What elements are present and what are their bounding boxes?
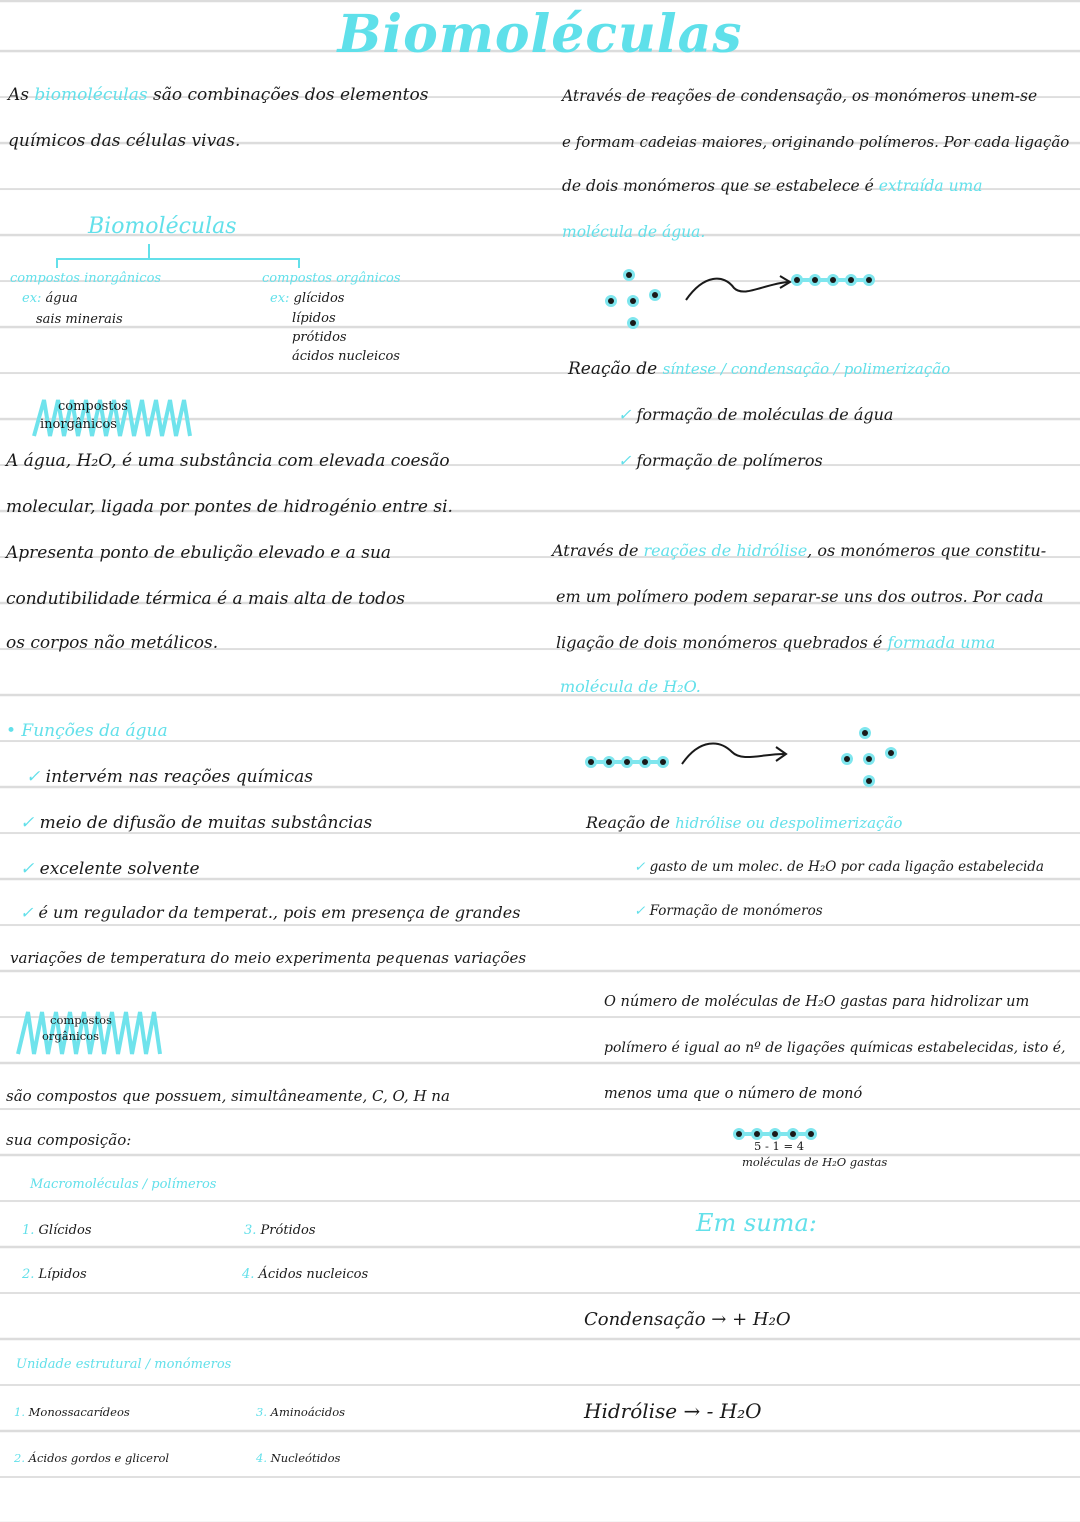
inorganic-heading-2: inorgânicos: [40, 417, 117, 432]
check-icon: ✓: [20, 903, 34, 922]
organic-heading-1: compostos: [50, 1013, 112, 1027]
monomer-dot: [866, 778, 872, 784]
diagram-right-head: compostos orgânicos: [262, 271, 401, 286]
check-icon: ✓: [634, 903, 646, 919]
count-line-1: O número de moléculas de H₂O gastas para hidrolizar um: [604, 994, 1030, 1010]
check-icon: ✓: [26, 767, 41, 787]
polymer-dot: [588, 759, 594, 765]
macro-item-4: 4. Ácidos nucleicos: [242, 1267, 369, 1282]
functions-heading: • Funções da água: [6, 721, 168, 741]
check-icon: ✓: [20, 859, 35, 879]
intro-line-1: As biomoléculas são combinações dos elementos: [8, 85, 429, 105]
macro-item-2: 2. Lípidos: [22, 1267, 87, 1282]
check-icon: ✓: [20, 813, 35, 833]
organic-heading-2: orgânicos: [42, 1029, 99, 1043]
hydrolysis-line-3: ligação de dois monómeros quebrados é formada uma: [556, 633, 996, 652]
macro-heading: Macromoléculas / polímeros: [30, 1177, 217, 1192]
unit-item-2: 2. Ácidos gordos e glicerol: [14, 1451, 170, 1465]
count-line-2: polímero é igual ao nº de ligações químicas estabelecidas, isto é,: [604, 1040, 1066, 1056]
polymer-dot: [794, 277, 800, 283]
polymer-dot: [624, 759, 630, 765]
polymer-dot: [772, 1131, 778, 1137]
check-icon: ✓: [618, 405, 632, 424]
polymer-dot: [606, 759, 612, 765]
polymer-dot: [848, 277, 854, 283]
unit-heading: Unidade estrutural / monómeros: [16, 1357, 232, 1372]
arrow-icon: [684, 272, 794, 304]
macro-item-1: 1. Glícidos: [22, 1223, 92, 1238]
diagram-left-item-1: ex: água: [22, 291, 78, 306]
synthesis-check-2: ✓ formação de polímeros: [618, 451, 823, 470]
polymer-dot: [736, 1131, 742, 1137]
summary-heading: Em suma:: [696, 1209, 817, 1237]
hydrolysis-line-4: molécula de H₂O.: [560, 677, 701, 696]
polymer-dot: [812, 277, 818, 283]
cond-line-2: e formam cadeias maiores, originando polímeros. Por cada ligação: [562, 133, 1070, 151]
cond-line-3: de dois monómeros que se estabelece é extraída uma: [562, 177, 983, 195]
diagram-stem: [148, 244, 150, 258]
monomer-dot: [630, 298, 636, 304]
polymer-dot: [830, 277, 836, 283]
hydrolysis-check-2: ✓ Formação de monómeros: [634, 903, 823, 919]
unit-item-1: 1. Monossacarídeos: [14, 1405, 130, 1419]
diagram-right-item-1: ex: glícidos: [270, 291, 345, 306]
function-item-4-cont: variações de temperatura do meio experimenta pequenas variações: [10, 949, 527, 967]
polymer-dot: [866, 277, 872, 283]
synthesis-check-1: ✓ formação de moléculas de água: [618, 405, 894, 424]
hydrolysis-check-1: ✓ gasto de um molec. de H₂O por cada ligação estabelecida: [634, 859, 1044, 875]
summary-hydrolysis: Hidrólise → - H₂O: [584, 1399, 762, 1423]
page-title: Biomoléculas: [337, 4, 743, 65]
monomer-dot: [866, 756, 872, 762]
water-line-2: molecular, ligada por pontes de hidrogénio entre si.: [6, 497, 453, 517]
macro-item-3: 3. Prótidos: [244, 1223, 316, 1238]
inorganic-heading-1: compostos: [58, 399, 128, 414]
hydrolysis-line-1: Através de reações de hidrólise, os monómeros que constitu-: [552, 541, 1047, 560]
polymer-dot: [790, 1131, 796, 1137]
polymer-dot: [754, 1131, 760, 1137]
organic-line-2: sua composição:: [6, 1131, 132, 1149]
organic-line-1: são compostos que possuem, simultâneamente, C, O, H na: [6, 1087, 450, 1105]
unit-item-3: 3. Aminoácidos: [256, 1405, 346, 1419]
monomer-dot: [652, 292, 658, 298]
monomer-dot: [844, 756, 850, 762]
polymer-dot: [808, 1131, 814, 1137]
polymer-dot: [642, 759, 648, 765]
diagram-root: Biomoléculas: [88, 214, 237, 239]
water-line-1: A água, H₂O, é uma substância com elevada coesão: [6, 451, 450, 471]
count-equation: 5 - 1 = 4: [754, 1139, 805, 1153]
diagram-left-item-2: sais minerais: [36, 312, 123, 327]
diagram-right-item-3: prótidos: [292, 330, 347, 345]
synthesis-label: Reação de síntese / condensação / polimerização: [568, 359, 951, 379]
monomer-dot: [608, 298, 614, 304]
monomer-dot: [888, 750, 894, 756]
cond-line-1: Através de reações de condensação, os monómeros unem-se: [562, 87, 1038, 105]
check-icon: ✓: [634, 859, 646, 875]
monomer-dot: [630, 320, 636, 326]
monomer-dot: [626, 272, 632, 278]
diagram-right-item-4: ácidos nucleicos: [292, 349, 400, 364]
arrow-icon: [680, 738, 792, 770]
count-line-3: menos uma que o número de monó: [604, 1086, 863, 1102]
cond-line-4: molécula de água.: [562, 223, 706, 241]
summary-condensation: Condensação → + H₂O: [584, 1309, 791, 1330]
hydrolysis-line-2: em um polímero podem separar-se uns dos outros. Por cada: [556, 587, 1044, 606]
function-item-1: ✓ intervém nas reações químicas: [26, 767, 313, 787]
unit-item-4: 4. Nucleótidos: [256, 1451, 341, 1465]
diagram-right-item-2: lípidos: [292, 311, 336, 326]
water-line-5: os corpos não metálicos.: [6, 633, 219, 653]
diagram-left-head: compostos inorgânicos: [10, 271, 162, 286]
function-item-2: ✓ meio de difusão de muitas substâncias: [20, 813, 373, 833]
monomer-dot: [862, 730, 868, 736]
function-item-3: ✓ excelente solvente: [20, 859, 200, 879]
diagram-bracket: [56, 258, 300, 268]
water-line-3: Apresenta ponto de ebulição elevado e a sua: [6, 543, 392, 563]
intro-line-2: químicos das células vivas.: [8, 131, 241, 151]
count-caption: moléculas de H₂O gastas: [742, 1155, 888, 1169]
water-line-4: condutibilidade térmica é a mais alta de todos: [6, 589, 406, 609]
function-item-4: ✓ é um regulador da temperat., pois em presença de grandes: [20, 903, 521, 922]
check-icon: ✓: [618, 451, 632, 470]
polymer-dot: [660, 759, 666, 765]
hydrolysis-label: Reação de hidrólise ou despolimerização: [586, 813, 903, 832]
